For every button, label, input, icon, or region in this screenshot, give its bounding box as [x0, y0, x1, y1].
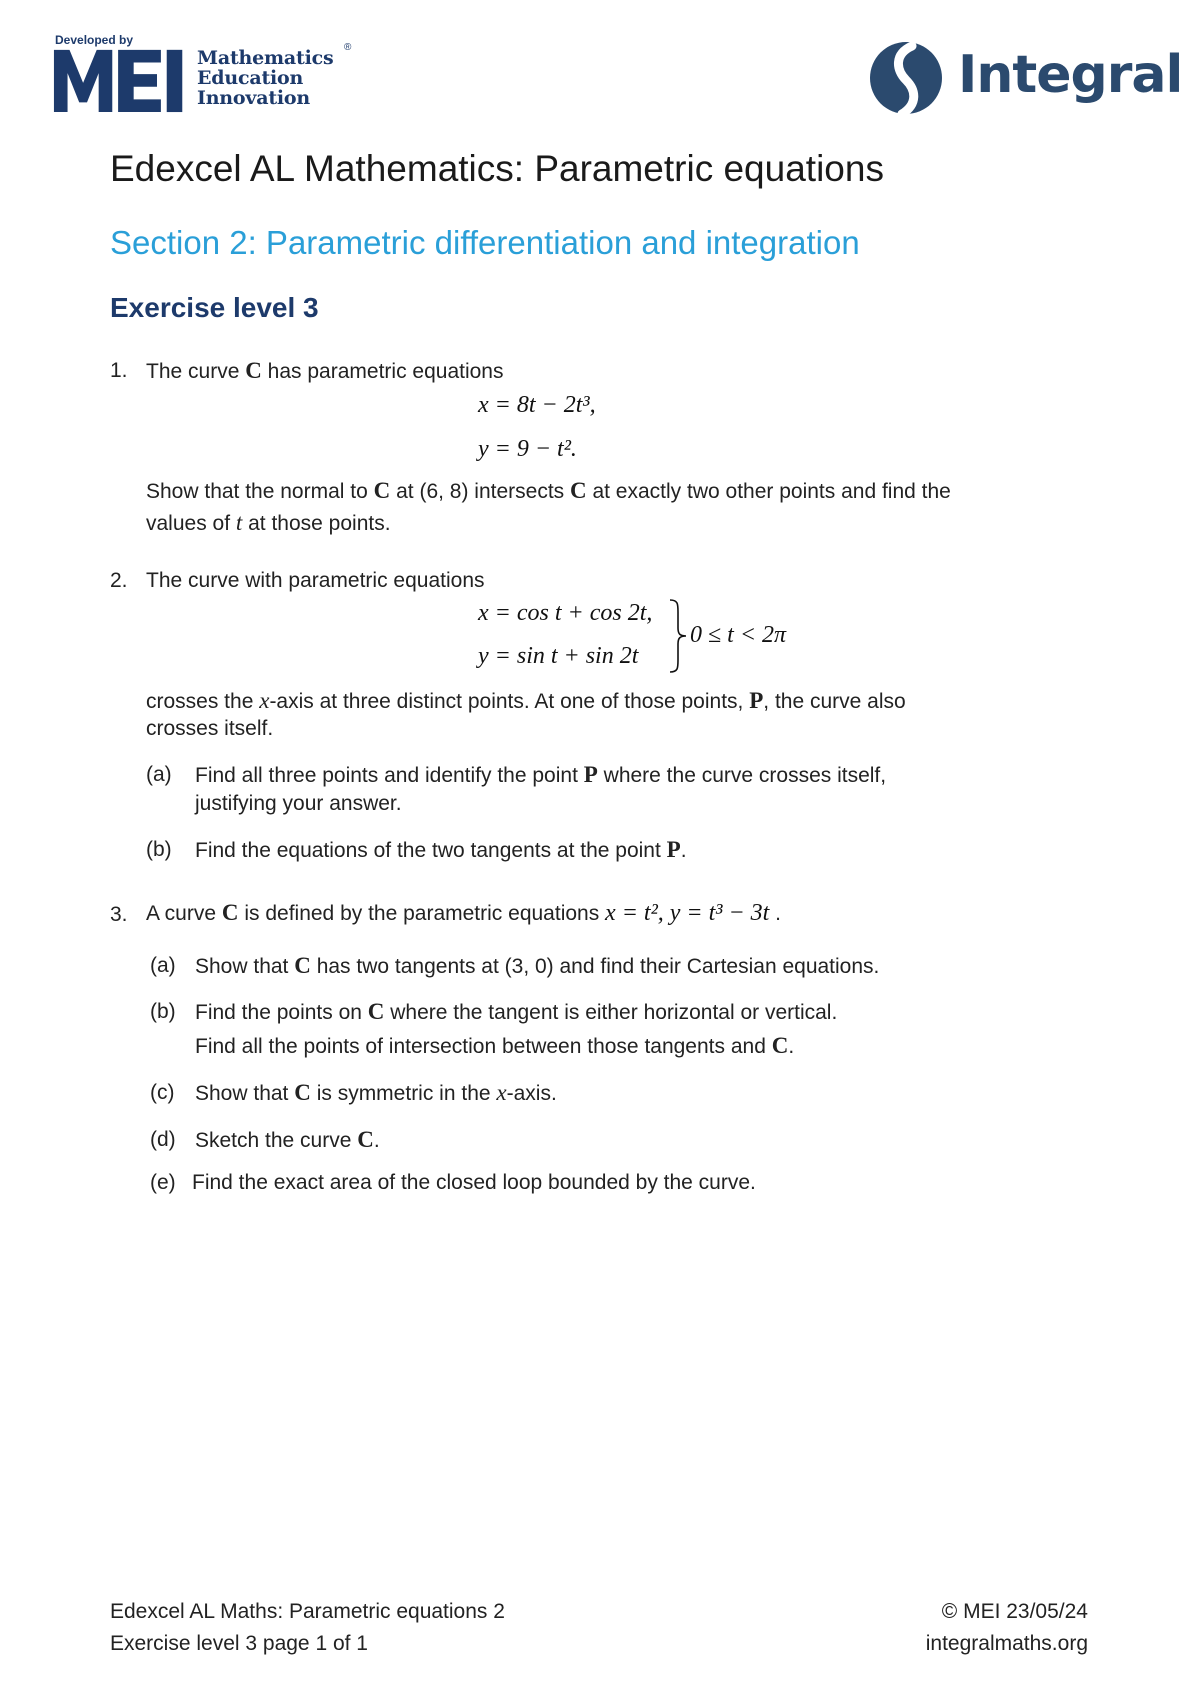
- q3-curve-symbol: C: [221, 900, 239, 925]
- q2b-point-p: P: [666, 837, 681, 862]
- integral-wordmark: Integral: [958, 45, 1183, 105]
- footer-copyright: © MEI 23/05/24: [941, 1600, 1088, 1623]
- registered-mark: ®: [344, 42, 352, 53]
- q3b-label: (b): [150, 1000, 176, 1023]
- q3d-text-b: .: [373, 1129, 380, 1152]
- q2b-label: (b): [146, 838, 172, 861]
- q3a-curve-symbol: C: [294, 953, 311, 978]
- q2-intro: The curve with parametric equations: [146, 569, 485, 592]
- q2-point-p: P: [749, 688, 764, 713]
- q1-body2-a: values of: [146, 512, 236, 535]
- q2-range: 0 ≤ t < 2π: [690, 622, 787, 648]
- q2-body1-a: crosses the: [146, 690, 260, 713]
- q3c-x-symbol: x: [496, 1080, 507, 1105]
- mei-word-3: Innovation: [197, 87, 311, 109]
- mei-letters-logo: [52, 44, 192, 114]
- q3c-text-a: Show that: [195, 1082, 295, 1105]
- q1-intro: [146, 358, 503, 385]
- q3c-text: [195, 1080, 557, 1107]
- q3-number: 3.: [110, 903, 128, 926]
- mei-word-2: Education: [197, 67, 304, 89]
- q1-t-symbol: t: [235, 510, 243, 535]
- q3d-text-a: Sketch the curve: [195, 1129, 358, 1152]
- footer-website: integralmaths.org: [925, 1632, 1088, 1655]
- q2a-point-p: P: [583, 762, 598, 787]
- q1-body1-c: at exactly two other points and find the: [586, 480, 951, 503]
- q3a-text: [195, 953, 879, 980]
- q3-intro-a: A curve: [146, 902, 222, 925]
- q1-number: 1.: [110, 359, 128, 382]
- page-title: Edexcel AL Mathematics: Parametric equations: [110, 148, 884, 189]
- q2b-text: [195, 837, 687, 864]
- q3b-text2-a: Find all the points of intersection between those tangents and: [195, 1035, 772, 1058]
- q1-curve-symbol-2: C: [373, 478, 391, 503]
- q3-intro-b: is defined by the parametric equations: [238, 902, 606, 925]
- q3c-text-b: is symmetric in the: [310, 1082, 497, 1105]
- footer-left-line2: Exercise level 3 page 1 of 1: [110, 1632, 368, 1655]
- q3b-text1-a: Find the points on: [195, 1001, 368, 1024]
- section-heading: Section 2: Parametric differentiation and integration: [110, 224, 860, 261]
- q3-equation: x = t², y = t³ − 3t: [605, 900, 770, 926]
- q2b-text-b: .: [680, 839, 687, 862]
- footer-left-line1: Edexcel AL Maths: Parametric equations 2: [110, 1600, 505, 1623]
- q3-intro: [146, 900, 781, 927]
- q3e-label: (e): [150, 1171, 176, 1194]
- q3c-label: (c): [150, 1081, 175, 1104]
- exercise-heading: Exercise level 3: [110, 292, 319, 323]
- q2a-text-line2: justifying your answer.: [195, 792, 402, 815]
- mei-word-1: Mathematics: [197, 47, 334, 69]
- q3b-text-line2: [195, 1033, 794, 1060]
- q1-equation-y: y = 9 − t².: [478, 436, 577, 462]
- q3d-curve-symbol: C: [357, 1127, 374, 1152]
- q1-body-line1: [146, 478, 951, 505]
- integral-swirl-icon: [868, 40, 948, 120]
- q2a-text-line1: [195, 762, 886, 789]
- q2-body-line2: crosses itself.: [146, 717, 274, 740]
- q2-body-line1: [146, 688, 906, 715]
- q1-curve-symbol-3: C: [570, 478, 587, 503]
- q3-intro-c: .: [769, 902, 782, 925]
- q2-equation-x: x = cos t + cos 2t,: [478, 600, 653, 626]
- q3a-text-b: has two tangents at (3, 0) and find their Cartesian equations.: [310, 955, 880, 978]
- q2-number: 2.: [110, 569, 128, 592]
- q3c-curve-symbol: C: [294, 1080, 311, 1105]
- q1-intro-a: The curve: [146, 360, 246, 383]
- q1-body1-a: Show that the normal to: [146, 480, 374, 503]
- q1-equation-x: x = 8t − 2t³,: [478, 392, 596, 418]
- q2a-text-b: where the curve crosses itself,: [597, 764, 887, 787]
- q2a-text-a: Find all three points and identify the point: [195, 764, 584, 787]
- q2a-label: (a): [146, 763, 172, 786]
- q3d-text: [195, 1127, 380, 1154]
- q3b-curve-symbol-2: C: [771, 1033, 789, 1058]
- q1-curve-symbol: C: [245, 358, 262, 383]
- mei-wordmark: [197, 48, 334, 108]
- q3b-text-line1: [195, 999, 837, 1026]
- q3b-curve-symbol: C: [367, 999, 385, 1024]
- q1-body1-b: at (6, 8) intersects: [390, 480, 570, 503]
- integral-logo: [868, 40, 1183, 120]
- q3b-text2-b: .: [788, 1035, 795, 1058]
- q2-body1-c: , the curve also: [763, 690, 906, 713]
- q3b-text1-b: where the tangent is either horizontal or vertical.: [384, 1001, 838, 1024]
- q3d-label: (d): [150, 1128, 176, 1151]
- q2-body1-b: -axis at three distinct points. At one of those points,: [269, 690, 750, 713]
- q3a-text-a: Show that: [195, 955, 295, 978]
- q3a-label: (a): [150, 954, 176, 977]
- developed-by-label: Developed by: [55, 33, 134, 47]
- q2b-text-a: Find the equations of the two tangents at the point: [195, 839, 667, 862]
- q3e-text: Find the exact area of the closed loop bounded by the curve.: [192, 1171, 756, 1194]
- q1-body-line2: [146, 510, 391, 537]
- mei-logo: [52, 30, 352, 115]
- q1-body2-b: at those points.: [242, 512, 391, 535]
- q2-x-symbol: x: [259, 688, 270, 713]
- q2-brace-icon: [668, 598, 690, 674]
- q2-equation-y: y = sin t + sin 2t: [478, 643, 639, 669]
- q1-intro-b: has parametric equations: [261, 360, 504, 383]
- q3c-text-c: -axis.: [506, 1082, 557, 1105]
